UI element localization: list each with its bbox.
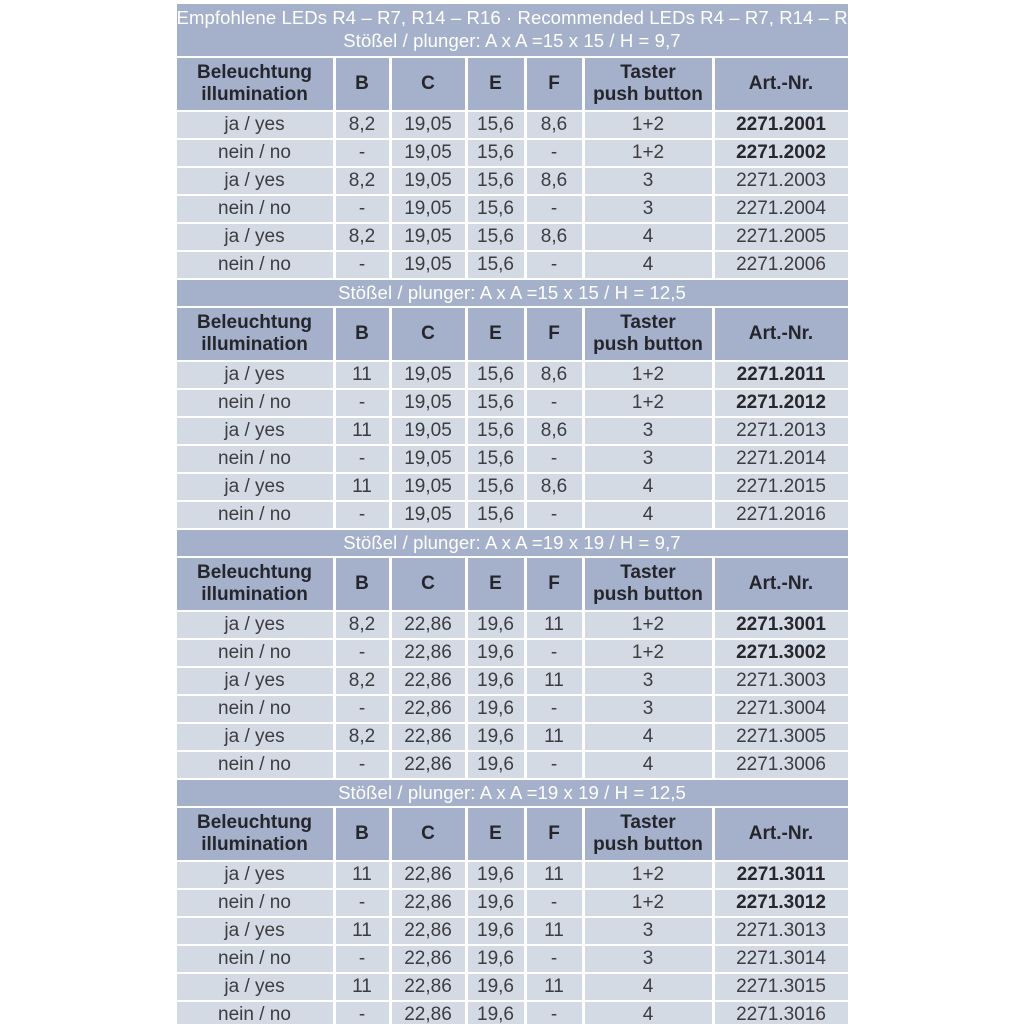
column-header-c-line: C [421, 323, 435, 344]
cell-s1-r2-f: - [527, 140, 582, 166]
column-header-art [715, 58, 848, 110]
cell-s2-r5-art: 2271.2015 [715, 474, 848, 500]
cell-s3-r6-taster: 4 [585, 752, 712, 778]
cell-s3-r6-art: 2271.3006 [715, 752, 848, 778]
cell-s1-r4-taster: 3 [585, 196, 712, 222]
cell-s1-r3-b: 8,2 [336, 168, 389, 194]
cell-s3-r4-c: 22,86 [392, 696, 465, 722]
column-header-illumination-line: illumination [201, 84, 308, 105]
column-header-c-line: C [421, 573, 435, 594]
cell-s3-r3-taster: 3 [585, 668, 712, 694]
table-title: Empfohlene LEDs R4 – R7, R14 – R16 · Recommended LEDs R4 – R7, R14 – R16 [176, 7, 869, 28]
cell-s4-r4-c: 22,86 [392, 946, 465, 972]
column-header-f-line: F [548, 573, 560, 594]
cell-s4-r6-illumination: nein / no [177, 1002, 333, 1024]
cell-s2-r1-b: 11 [336, 362, 389, 388]
cell-s2-r4-b: - [336, 446, 389, 472]
cell-s3-r1-e: 19,6 [468, 612, 524, 638]
column-header-f-line: F [548, 323, 560, 344]
column-header-taster [585, 558, 712, 610]
cell-s1-r4-b: - [336, 196, 389, 222]
column-header-illumination-line: Beleuchtung [196, 62, 313, 83]
cell-s2-r4-art: 2271.2014 [715, 446, 848, 472]
cell-s2-r2-c: 19,05 [392, 390, 465, 416]
column-header-taster-line: Taster [620, 62, 676, 83]
cell-s4-r4-b: - [336, 946, 389, 972]
cell-s3-r2-art: 2271.3002 [715, 640, 848, 666]
cell-s4-r5-art: 2271.3015 [715, 974, 848, 1000]
cell-s1-r4-c: 19,05 [392, 196, 465, 222]
cell-s1-r2-c: 19,05 [392, 140, 465, 166]
cell-s1-r6-c: 19,05 [392, 252, 465, 278]
cell-s3-r4-art: 2271.3004 [715, 696, 848, 722]
cell-s1-r6-taster: 4 [585, 252, 712, 278]
cell-s1-r6-f: - [527, 252, 582, 278]
column-header-e [468, 308, 524, 360]
column-header-illumination-line: Beleuchtung [196, 562, 313, 583]
cell-s1-r5-f: 8,6 [527, 224, 582, 250]
cell-s1-r4-illumination: nein / no [177, 196, 333, 222]
cell-s2-r4-c: 19,05 [392, 446, 465, 472]
column-header-b [336, 58, 389, 110]
plunger-band-section-4: Stößel / plunger: A x A =19 x 19 / H = 12,5 [177, 780, 848, 806]
cell-s2-r3-c: 19,05 [392, 418, 465, 444]
cell-s3-r3-b: 8,2 [336, 668, 389, 694]
column-header-b [336, 558, 389, 610]
cell-s1-r2-b: - [336, 140, 389, 166]
cell-s4-r1-illumination: ja / yes [177, 862, 333, 888]
cell-s2-r4-f: - [527, 446, 582, 472]
cell-s2-r2-illumination: nein / no [177, 390, 333, 416]
cell-s1-r3-e: 15,6 [468, 168, 524, 194]
cell-s1-r4-e: 15,6 [468, 196, 524, 222]
cell-s2-r2-e: 15,6 [468, 390, 524, 416]
column-header-taster-line: push button [593, 584, 703, 605]
cell-s3-r1-c: 22,86 [392, 612, 465, 638]
cell-s3-r4-b: - [336, 696, 389, 722]
cell-s3-r3-e: 19,6 [468, 668, 524, 694]
cell-s1-r6-illumination: nein / no [177, 252, 333, 278]
cell-s4-r1-e: 19,6 [468, 862, 524, 888]
cell-s3-r5-c: 22,86 [392, 724, 465, 750]
cell-s2-r4-illumination: nein / no [177, 446, 333, 472]
cell-s1-r1-b: 8,2 [336, 112, 389, 138]
cell-s2-r1-f: 8,6 [527, 362, 582, 388]
cell-s1-r1-f: 8,6 [527, 112, 582, 138]
cell-s2-r5-taster: 4 [585, 474, 712, 500]
cell-s4-r5-illumination: ja / yes [177, 974, 333, 1000]
cell-s3-r3-art: 2271.3003 [715, 668, 848, 694]
cell-s2-r6-taster: 4 [585, 502, 712, 528]
cell-s2-r3-taster: 3 [585, 418, 712, 444]
cell-s2-r3-b: 11 [336, 418, 389, 444]
cell-s2-r4-taster: 3 [585, 446, 712, 472]
cell-s4-r1-art: 2271.3011 [715, 862, 848, 888]
column-header-art-line: Art.-Nr. [748, 573, 814, 594]
column-header-illumination [177, 808, 333, 860]
cell-s2-r3-f: 8,6 [527, 418, 582, 444]
cell-s4-r3-art: 2271.3013 [715, 918, 848, 944]
plunger-band-section-3: Stößel / plunger: A x A =19 x 19 / H = 9,7 [177, 530, 848, 556]
cell-s4-r6-c: 22,86 [392, 1002, 465, 1024]
column-header-taster-line: Taster [620, 562, 676, 583]
plunger-band-section-2: Stößel / plunger: A x A =15 x 15 / H = 12,5 [177, 280, 848, 306]
table-title-band [176, 4, 869, 56]
cell-s2-r5-f: 8,6 [527, 474, 582, 500]
cell-s3-r4-taster: 3 [585, 696, 712, 722]
cell-s3-r6-c: 22,86 [392, 752, 465, 778]
cell-s1-r3-art: 2271.2003 [715, 168, 848, 194]
column-header-illumination-line: illumination [201, 834, 308, 855]
cell-s2-r2-art: 2271.2012 [715, 390, 848, 416]
cell-s4-r3-e: 19,6 [468, 918, 524, 944]
cell-s2-r5-c: 19,05 [392, 474, 465, 500]
cell-s1-r5-taster: 4 [585, 224, 712, 250]
column-header-f-line: F [548, 73, 560, 94]
section-grid-1 [177, 58, 848, 278]
cell-s3-r6-e: 19,6 [468, 752, 524, 778]
cell-s4-r2-taster: 1+2 [585, 890, 712, 916]
cell-s2-r6-b: - [336, 502, 389, 528]
plunger-subtitle-section-1: Stößel / plunger: A x A =15 x 15 / H = 9,7 [343, 29, 681, 51]
column-header-art [715, 558, 848, 610]
column-header-b-line: B [355, 573, 369, 594]
column-header-e-line: E [489, 73, 502, 94]
cell-s3-r5-illumination: ja / yes [177, 724, 333, 750]
column-header-c-line: C [421, 823, 435, 844]
column-header-e-line: E [489, 323, 502, 344]
cell-s3-r5-f: 11 [527, 724, 582, 750]
cell-s4-r1-taster: 1+2 [585, 862, 712, 888]
column-header-e [468, 808, 524, 860]
column-header-c-line: C [421, 73, 435, 94]
column-header-e [468, 58, 524, 110]
cell-s2-r5-b: 11 [336, 474, 389, 500]
column-header-f [527, 558, 582, 610]
cell-s3-r3-illumination: ja / yes [177, 668, 333, 694]
cell-s4-r6-art: 2271.3016 [715, 1002, 848, 1024]
section-grid-3 [177, 558, 848, 778]
cell-s1-r5-b: 8,2 [336, 224, 389, 250]
cell-s4-r3-c: 22,86 [392, 918, 465, 944]
column-header-taster [585, 808, 712, 860]
column-header-e-line: E [489, 573, 502, 594]
cell-s4-r5-c: 22,86 [392, 974, 465, 1000]
cell-s3-r1-f: 11 [527, 612, 582, 638]
cell-s2-r2-f: - [527, 390, 582, 416]
cell-s1-r2-e: 15,6 [468, 140, 524, 166]
cell-s4-r5-b: 11 [336, 974, 389, 1000]
cell-s2-r2-taster: 1+2 [585, 390, 712, 416]
column-header-b [336, 308, 389, 360]
cell-s2-r1-art: 2271.2011 [715, 362, 848, 388]
cell-s4-r4-e: 19,6 [468, 946, 524, 972]
column-header-taster [585, 308, 712, 360]
column-header-taster-line: push button [593, 834, 703, 855]
cell-s4-r3-f: 11 [527, 918, 582, 944]
column-header-art [715, 808, 848, 860]
cell-s1-r5-e: 15,6 [468, 224, 524, 250]
cell-s1-r6-b: - [336, 252, 389, 278]
column-header-f [527, 58, 582, 110]
column-header-art-line: Art.-Nr. [748, 73, 814, 94]
cell-s4-r4-illumination: nein / no [177, 946, 333, 972]
cell-s1-r1-art: 2271.2001 [715, 112, 848, 138]
cell-s2-r1-taster: 1+2 [585, 362, 712, 388]
cell-s3-r1-illumination: ja / yes [177, 612, 333, 638]
cell-s3-r3-c: 22,86 [392, 668, 465, 694]
cell-s2-r6-art: 2271.2016 [715, 502, 848, 528]
cell-s3-r5-b: 8,2 [336, 724, 389, 750]
cell-s4-r4-f: - [527, 946, 582, 972]
column-header-c [392, 808, 465, 860]
column-header-illumination [177, 558, 333, 610]
table-sections [177, 58, 848, 1024]
cell-s3-r3-f: 11 [527, 668, 582, 694]
cell-s1-r3-taster: 3 [585, 168, 712, 194]
column-header-e [468, 558, 524, 610]
column-header-f-line: F [548, 823, 560, 844]
cell-s1-r5-art: 2271.2005 [715, 224, 848, 250]
section-grid-4 [177, 808, 848, 1024]
cell-s3-r2-taster: 1+2 [585, 640, 712, 666]
cell-s2-r6-e: 15,6 [468, 502, 524, 528]
cell-s2-r4-e: 15,6 [468, 446, 524, 472]
cell-s1-r4-f: - [527, 196, 582, 222]
column-header-illumination-line: illumination [201, 334, 308, 355]
cell-s4-r2-f: - [527, 890, 582, 916]
cell-s1-r1-illumination: ja / yes [177, 112, 333, 138]
column-header-taster-line: Taster [620, 312, 676, 333]
cell-s2-r5-illumination: ja / yes [177, 474, 333, 500]
cell-s2-r6-illumination: nein / no [177, 502, 333, 528]
cell-s1-r6-e: 15,6 [468, 252, 524, 278]
cell-s2-r3-art: 2271.2013 [715, 418, 848, 444]
cell-s3-r6-b: - [336, 752, 389, 778]
cell-s3-r2-f: - [527, 640, 582, 666]
cell-s3-r1-b: 8,2 [336, 612, 389, 638]
cell-s4-r2-b: - [336, 890, 389, 916]
column-header-f [527, 308, 582, 360]
cell-s3-r1-art: 2271.3001 [715, 612, 848, 638]
cell-s1-r3-illumination: ja / yes [177, 168, 333, 194]
cell-s3-r2-c: 22,86 [392, 640, 465, 666]
cell-s1-r2-illumination: nein / no [177, 140, 333, 166]
cell-s4-r1-f: 11 [527, 862, 582, 888]
cell-s3-r1-taster: 1+2 [585, 612, 712, 638]
cell-s1-r4-art: 2271.2004 [715, 196, 848, 222]
cell-s4-r3-taster: 3 [585, 918, 712, 944]
cell-s4-r4-art: 2271.3014 [715, 946, 848, 972]
cell-s2-r3-e: 15,6 [468, 418, 524, 444]
cell-s4-r4-taster: 3 [585, 946, 712, 972]
cell-s1-r2-art: 2271.2002 [715, 140, 848, 166]
column-header-illumination-line: illumination [201, 584, 308, 605]
column-header-illumination-line: Beleuchtung [196, 812, 313, 833]
cell-s3-r2-b: - [336, 640, 389, 666]
cell-s4-r6-b: - [336, 1002, 389, 1024]
column-header-art-line: Art.-Nr. [748, 323, 814, 344]
cell-s1-r5-c: 19,05 [392, 224, 465, 250]
cell-s3-r6-illumination: nein / no [177, 752, 333, 778]
cell-s4-r2-e: 19,6 [468, 890, 524, 916]
cell-s1-r1-c: 19,05 [392, 112, 465, 138]
cell-s4-r5-e: 19,6 [468, 974, 524, 1000]
cell-s1-r1-e: 15,6 [468, 112, 524, 138]
column-header-illumination [177, 58, 333, 110]
cell-s4-r6-f: - [527, 1002, 582, 1024]
column-header-c [392, 58, 465, 110]
cell-s4-r3-illumination: ja / yes [177, 918, 333, 944]
cell-s4-r1-b: 11 [336, 862, 389, 888]
column-header-illumination [177, 308, 333, 360]
column-header-art [715, 308, 848, 360]
cell-s2-r1-illumination: ja / yes [177, 362, 333, 388]
cell-s3-r5-e: 19,6 [468, 724, 524, 750]
cell-s3-r2-e: 19,6 [468, 640, 524, 666]
cell-s4-r3-b: 11 [336, 918, 389, 944]
column-header-b-line: B [355, 323, 369, 344]
column-header-art-line: Art.-Nr. [748, 823, 814, 844]
cell-s4-r5-f: 11 [527, 974, 582, 1000]
column-header-taster-line: Taster [620, 812, 676, 833]
column-header-b-line: B [355, 73, 369, 94]
cell-s2-r6-f: - [527, 502, 582, 528]
cell-s2-r1-c: 19,05 [392, 362, 465, 388]
column-header-c [392, 308, 465, 360]
cell-s1-r1-taster: 1+2 [585, 112, 712, 138]
cell-s2-r1-e: 15,6 [468, 362, 524, 388]
cell-s4-r6-e: 19,6 [468, 1002, 524, 1024]
led-recommendation-table [176, 4, 869, 1024]
cell-s1-r6-art: 2271.2006 [715, 252, 848, 278]
cell-s3-r5-taster: 4 [585, 724, 712, 750]
cell-s3-r6-f: - [527, 752, 582, 778]
cell-s2-r5-e: 15,6 [468, 474, 524, 500]
column-header-e-line: E [489, 823, 502, 844]
cell-s3-r4-e: 19,6 [468, 696, 524, 722]
cell-s1-r5-illumination: ja / yes [177, 224, 333, 250]
section-grid-2 [177, 308, 848, 528]
cell-s1-r3-c: 19,05 [392, 168, 465, 194]
column-header-taster-line: push button [593, 84, 703, 105]
column-header-f [527, 808, 582, 860]
cell-s1-r3-f: 8,6 [527, 168, 582, 194]
column-header-taster [585, 58, 712, 110]
cell-s4-r1-c: 22,86 [392, 862, 465, 888]
cell-s4-r2-illumination: nein / no [177, 890, 333, 916]
cell-s2-r6-c: 19,05 [392, 502, 465, 528]
cell-s4-r6-taster: 4 [585, 1002, 712, 1024]
column-header-illumination-line: Beleuchtung [196, 312, 313, 333]
cell-s3-r4-illumination: nein / no [177, 696, 333, 722]
column-header-taster-line: push button [593, 334, 703, 355]
column-header-b-line: B [355, 823, 369, 844]
cell-s4-r2-art: 2271.3012 [715, 890, 848, 916]
cell-s2-r2-b: - [336, 390, 389, 416]
cell-s1-r2-taster: 1+2 [585, 140, 712, 166]
cell-s3-r2-illumination: nein / no [177, 640, 333, 666]
cell-s3-r4-f: - [527, 696, 582, 722]
column-header-b [336, 808, 389, 860]
cell-s3-r5-art: 2271.3005 [715, 724, 848, 750]
cell-s4-r5-taster: 4 [585, 974, 712, 1000]
cell-s4-r2-c: 22,86 [392, 890, 465, 916]
cell-s2-r3-illumination: ja / yes [177, 418, 333, 444]
column-header-c [392, 558, 465, 610]
